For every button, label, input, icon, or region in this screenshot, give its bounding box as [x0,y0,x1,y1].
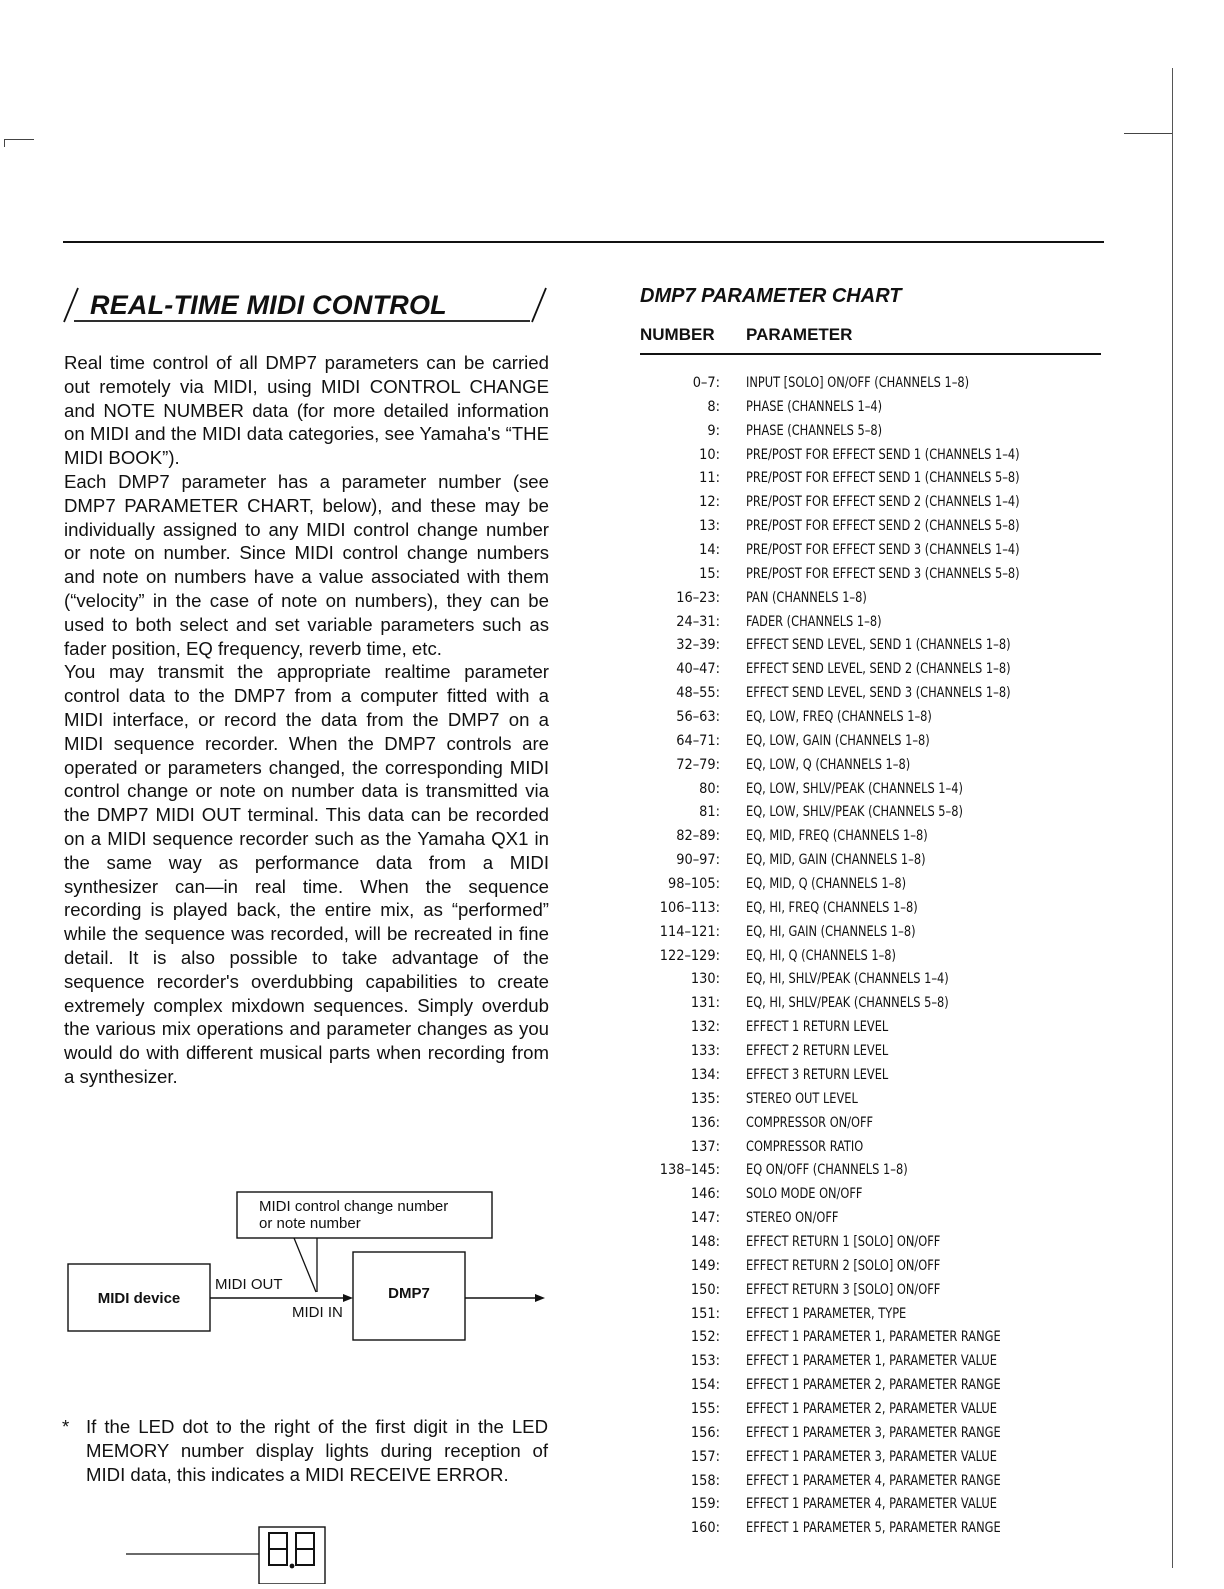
parameter-description: INPUT [SOLO] ON/OFF (CHANNELS 1–8) [746,375,970,391]
parameter-number: 24–31: [676,613,720,630]
paragraph: Real time control of all DMP7 parameters can be carried out remotely via MIDI, using MIDI CONTROL CHANGE and NOTE NUMBER data (for more detailed information on MIDI and the MIDI data categories, see Yamaha's “THE MIDI BOOK”). [64,352,549,469]
table-row [636,730,1106,754]
parameter-description: EFFECT SEND LEVEL, SEND 2 (CHANNELS 1–8) [746,661,1011,678]
parameter-number: 10: [699,446,720,463]
parameter-number: 155: [690,1400,720,1417]
crop-mark [4,139,34,140]
parameter-number: 40–47: [676,661,720,678]
parameter-chart-title: DMP7 PARAMETER CHART [640,285,902,307]
midi-connection-diagram [64,1188,554,1348]
parameter-description: PHASE (CHANNELS 1–4) [746,398,883,415]
parameter-number: 146: [690,1186,720,1203]
table-row [636,778,1106,802]
parameter-description: EFFECT 1 PARAMETER 1, PARAMETER RANGE [746,1329,1001,1346]
parameter-number: 149: [690,1257,720,1274]
parameter-number: 9: [707,422,720,439]
parameter-description: EFFECT 1 PARAMETER, TYPE [746,1305,907,1322]
table-row [636,444,1106,468]
parameter-number: 12: [699,494,720,511]
table-row [636,611,1106,635]
parameter-number: 56–63: [676,709,720,726]
parameter-description: EFFECT 1 PARAMETER 4, PARAMETER VALUE [746,1496,997,1513]
table-row [636,372,1106,396]
parameter-number: 0–7: [692,375,720,391]
parameter-description: PRE/POST FOR EFFECT SEND 3 (CHANNELS 1–4) [746,542,1020,559]
parameter-description: EFFECT 1 PARAMETER 5, PARAMETER RANGE [746,1520,1001,1537]
parameter-number: 152: [690,1329,720,1346]
parameter-number: 80: [699,780,720,797]
table-row [636,467,1106,491]
parameter-description: EQ, HI, GAIN (CHANNELS 1–8) [746,923,916,940]
parameter-number: 150: [690,1281,720,1298]
table-row [636,1374,1106,1398]
parameter-number: 131: [690,995,720,1012]
crop-mark [1124,133,1172,134]
parameter-description: EFFECT 1 PARAMETER 4, PARAMETER RANGE [746,1472,1001,1489]
table-row [636,873,1106,897]
table-row [636,1255,1106,1279]
parameter-number: 154: [690,1377,720,1394]
parameter-description: PRE/POST FOR EFFECT SEND 2 (CHANNELS 5–8) [746,518,1020,535]
parameter-number: 114–121: [659,923,720,940]
table-row [636,1159,1106,1183]
parameter-description: EFFECT SEND LEVEL, SEND 3 (CHANNELS 1–8) [746,685,1011,702]
table-row [636,897,1106,921]
parameter-number: 135: [690,1090,720,1107]
parameter-description: FADER (CHANNELS 1–8) [746,613,882,630]
parameter-description: EFFECT RETURN 2 [SOLO] ON/OFF [746,1257,941,1274]
parameter-table [636,372,1106,1541]
parameter-description: PRE/POST FOR EFFECT SEND 1 (CHANNELS 5–8) [746,470,1020,487]
intro-text [64,351,549,1089]
parameter-number: 159: [690,1496,720,1513]
table-row [636,825,1106,849]
parameter-number: 16–23: [676,589,720,606]
parameter-description: STEREO OUT LEVEL [746,1090,858,1107]
table-row [636,1493,1106,1517]
parameter-number: 48–55: [676,685,720,702]
parameter-number: 72–79: [676,756,720,773]
table-row [636,682,1106,706]
parameter-number: 147: [690,1210,720,1227]
parameter-number: 15: [699,565,720,582]
parameter-number: 81: [699,804,720,821]
led-display-illustration [126,1524,326,1584]
parameter-number: 90–97: [676,852,720,869]
parameter-number: 32–39: [676,637,720,654]
paragraph: You may transmit the appropriate realtime parameter control data to the DMP7 from a computer fitted with a MIDI interface, or record the data from the DMP7 on a MIDI sequence recorder. When the DMP7 controls are operated or parameters changed, the corresponding MIDI control change or note on number data is transmitted via the DMP7 MIDI OUT terminal. This data can be recorded on a MIDI sequence recorder such as the Yamaha QX1 in the same way as performance data from a MIDI synthesizer can—in real time. When the sequence recording is played back, the entire mix, as “performed” while the sequence was recorded, will be recreated in fine detail. It is also possible to take advantage of the sequence recorder's overdubbing capabilities to create extremely complex mixdown sequences. Simply overdub the various mix operations and parameter changes as you would do with different musical parts when recording from a synthesizer. [64,661,549,1087]
parameter-description: EQ, HI, Q (CHANNELS 1–8) [746,947,896,964]
table-row [636,1231,1106,1255]
parameter-number: 82–89: [676,828,720,845]
parameter-number: 160: [690,1520,720,1537]
parameter-description: PRE/POST FOR EFFECT SEND 2 (CHANNELS 1–4) [746,494,1020,511]
chart-header-rule [640,353,1101,355]
table-row [636,992,1106,1016]
parameter-description: EQ, MID, Q (CHANNELS 1–8) [746,876,907,893]
parameter-number: 64–71: [676,732,720,749]
table-row [636,658,1106,682]
parameter-number: 158: [690,1472,720,1489]
parameter-number: 148: [690,1233,720,1250]
table-row [636,1398,1106,1422]
header-rule [63,241,1104,243]
footnote-marker: * [62,1416,70,1437]
parameter-number: 133: [690,1043,720,1060]
parameter-description: PRE/POST FOR EFFECT SEND 3 (CHANNELS 5–8) [746,565,1020,582]
parameter-description: EFFECT 1 RETURN LEVEL [746,1019,889,1036]
parameter-number: 136: [690,1114,720,1131]
parameter-number: 106–113: [659,899,720,916]
parameter-description: EFFECT 1 PARAMETER 2, PARAMETER RANGE [746,1377,1001,1394]
table-row [636,1112,1106,1136]
column-header-parameter: PARAMETER [746,325,853,344]
parameter-number: 122–129: [659,947,720,964]
table-row [636,1183,1106,1207]
table-row [636,706,1106,730]
crop-mark [4,139,5,147]
parameter-number: 11: [699,470,720,487]
parameter-number: 157: [690,1448,720,1465]
parameter-number: 132: [690,1019,720,1036]
table-row [636,563,1106,587]
midi-out-label: MIDI OUT [215,1276,283,1293]
parameter-number: 153: [690,1353,720,1370]
footnote-text: If the LED dot to the right of the first digit in the LED MEMORY number display lights during reception of MIDI data, this indicates a MIDI RECEIVE ERROR. [86,1416,548,1485]
callout-label: or note number [259,1215,361,1232]
parameter-description: EQ, LOW, SHLV/PEAK (CHANNELS 1–4) [746,780,963,797]
parameter-description: EQ, MID, FREQ (CHANNELS 1–8) [746,828,928,845]
parameter-description: EFFECT RETURN 1 [SOLO] ON/OFF [746,1233,941,1250]
table-row [636,515,1106,539]
table-row [636,539,1106,563]
table-row [636,754,1106,778]
table-row [636,1279,1106,1303]
parameter-description: EQ, HI, SHLV/PEAK (CHANNELS 1–4) [746,971,949,988]
parameter-number: 130: [690,971,720,988]
parameter-number: 14: [699,542,720,559]
section-title: REAL-TIME MIDI CONTROL [90,290,447,320]
parameter-description: EFFECT RETURN 3 [SOLO] ON/OFF [746,1281,941,1298]
table-row [636,1088,1106,1112]
parameter-description: EFFECT 1 PARAMETER 3, PARAMETER VALUE [746,1448,997,1465]
parameter-number: 138–145: [659,1162,720,1179]
parameter-description: EFFECT 1 PARAMETER 3, PARAMETER RANGE [746,1424,1001,1441]
parameter-description: EQ, HI, SHLV/PEAK (CHANNELS 5–8) [746,995,949,1012]
table-row [636,921,1106,945]
table-row [636,1470,1106,1494]
parameter-description: EQ, HI, FREQ (CHANNELS 1–8) [746,899,918,916]
callout-label: MIDI control change number [259,1198,449,1215]
parameter-description: PAN (CHANNELS 1–8) [746,589,867,606]
parameter-description: PHASE (CHANNELS 5–8) [746,422,883,439]
parameter-number: 156: [690,1424,720,1441]
table-row [636,1350,1106,1374]
parameter-description: EQ, LOW, Q (CHANNELS 1–8) [746,756,911,773]
section-title-frame [60,282,550,326]
dmp7-label: DMP7 [388,1285,430,1302]
table-row [636,587,1106,611]
table-row [636,491,1106,515]
table-row [636,801,1106,825]
table-row [636,1422,1106,1446]
midi-in-label: MIDI IN [292,1304,343,1321]
parameter-description: EFFECT 1 PARAMETER 1, PARAMETER VALUE [746,1353,997,1370]
table-row [636,1326,1106,1350]
table-row [636,1517,1106,1541]
table-row [636,945,1106,969]
midi-device-label: MIDI device [97,1290,181,1307]
parameter-number: 13: [699,518,720,535]
table-row [636,1446,1106,1470]
parameter-description: EQ, MID, GAIN (CHANNELS 1–8) [746,852,926,869]
parameter-description: EFFECT 2 RETURN LEVEL [746,1043,889,1060]
parameter-description: EQ ON/OFF (CHANNELS 1–8) [746,1162,908,1179]
table-row [636,1136,1106,1160]
table-row [636,634,1106,658]
table-row [636,396,1106,420]
page-edge-line [1172,68,1173,1568]
parameter-description: EQ, LOW, GAIN (CHANNELS 1–8) [746,732,930,749]
parameter-description: COMPRESSOR ON/OFF [746,1114,874,1131]
parameter-description: EFFECT 1 PARAMETER 2, PARAMETER VALUE [746,1400,997,1417]
parameter-description: EFFECT SEND LEVEL, SEND 1 (CHANNELS 1–8) [746,637,1011,654]
table-row [636,1064,1106,1088]
parameter-description: EQ, LOW, FREQ (CHANNELS 1–8) [746,709,932,726]
parameter-number: 134: [690,1066,720,1083]
table-row [636,1303,1106,1327]
parameter-description: COMPRESSOR RATIO [746,1138,864,1155]
table-row [636,420,1106,444]
parameter-description: PRE/POST FOR EFFECT SEND 1 (CHANNELS 1–4) [746,446,1020,463]
paragraph: Each DMP7 parameter has a parameter number (see DMP7 PARAMETER CHART, below), and these may be individually assigned to any MIDI control change number or note on number. Since MIDI control change numbers and note on numbers have a value associated with them (“velocity” in the case of note on numbers), they can be used to both select and set variable parameters such as fader position, EQ frequency, reverb time, etc. [64,470,549,659]
table-row [636,1016,1106,1040]
parameter-description: EFFECT 3 RETURN LEVEL [746,1066,889,1083]
parameter-number: 137: [690,1138,720,1155]
table-row [636,1040,1106,1064]
column-header-number: NUMBER [640,325,715,344]
parameter-description: SOLO MODE ON/OFF [746,1186,863,1203]
table-row [636,968,1106,992]
parameter-number: 151: [690,1305,720,1322]
parameter-number: 8: [707,398,720,415]
parameter-description: STEREO ON/OFF [746,1210,839,1227]
parameter-number: 98–105: [667,876,720,893]
parameter-description: EQ, LOW, SHLV/PEAK (CHANNELS 5–8) [746,804,963,821]
table-row [636,1207,1106,1231]
table-row [636,849,1106,873]
